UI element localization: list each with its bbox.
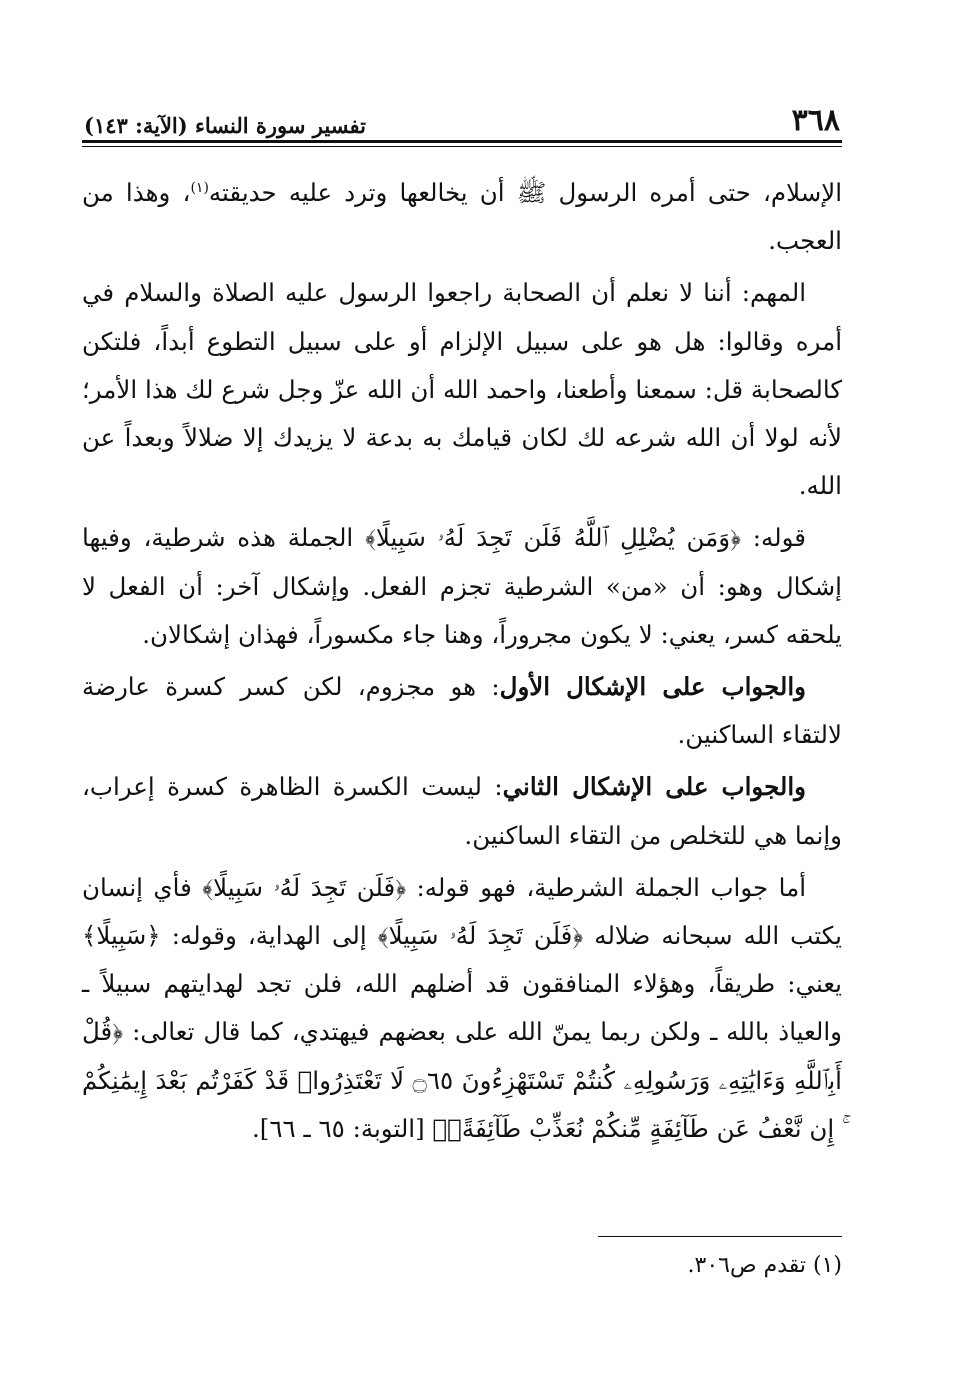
quran-quote: ﴿وَمَن يُضْلِلِ ٱللَّهُ فَلَن تَجِدَ لَهُۥ سَبِيلًا﴾ (365, 523, 741, 553)
p6-text-a: أما جواب الجملة الشرطية، فهو قوله: (406, 872, 806, 902)
running-title: تفسير سورة النساء (الآية: ١٤٣) (84, 113, 366, 138)
quran-quote: ﴿فَلَن تَجِدَ لَهُۥ سَبِيلًا﴾ (377, 921, 584, 951)
quran-quote: ﴿فَلَن تَجِدَ لَهُۥ سَبِيلًا﴾ (202, 872, 407, 902)
answer-first-heading: والجواب على الإشكال الأول (499, 672, 806, 702)
p6-text-b: فأي إنسان يكتب الله سبحانه ضلاله (82, 872, 842, 951)
footnote-marker: (١) (190, 179, 209, 196)
p3-text-a: قوله: (740, 523, 806, 553)
p4-text: : هو مجزوم، لكن كسر كسرة عارضة لالتقاء الساكنين. (82, 672, 842, 750)
main-text (82, 169, 842, 1153)
quran-quote: ﴿سَبِيلًا﴾ (82, 921, 161, 951)
p3-text-b: الجملة هذه شرطية، وفيها إشكال وهو: أن «من» الشرطية تجزم الفعل. وإشكال آخر: أن الفعل لا يلحقه كسر، يعني: لا يكون مجروراً، وهنا جاء مكسوراً، فهذان إشكالان. (82, 523, 842, 649)
paragraph-2: المهم: أننا لا نعلم أن الصحابة راجعوا الرسول عليه الصلاة والسلام في أمره وقالوا: هل هو على سبيل الإلزام أو على سبيل التطوع أبداً، فلتكن كالصحابة قل: سمعنا وأطعنا، واحمد الله أن الله عزّ وجل شرع لك هذا الأمر؛ لأنه لولا أن الله شرعه لك لكان قيامك به بدعة لا يزيدك إلا ضلالاً وبعداً عن الله. (82, 278, 842, 501)
page (82, 92, 842, 1157)
p6-text-d: يعني: طريقاً، وهؤلاء المنافقون قد أضلهم الله، فلن تجد لهدايتهم سبيلاً ـ والعياذ بالله ـ ولكن ربما يمنّ الله على بعضهم فيهتدي، كما قال تعالى: (82, 969, 842, 1047)
p1-text-a: الإسلام، حتى أمره الرسول ﷺ أن يخالعها وترد عليه حديقته (208, 178, 842, 207)
paragraph-4 (82, 663, 842, 759)
p6-text-e: [التوبة: ٦٥ ـ ٦٦]. (252, 1113, 433, 1143)
paragraph-3 (82, 514, 842, 659)
answer-second-heading: والجواب على الإشكال الثاني (502, 772, 806, 802)
footnote-separator (598, 1236, 842, 1237)
paragraph-5 (82, 763, 842, 859)
header-rule-thin (82, 146, 842, 147)
page-number: ٣٦٨ (791, 103, 840, 138)
quran-quote: ﴿قُلْ أَبِٱللَّهِ وَءَايَٰتِهِۦ وَرَسُولِهِۦ كُنتُمْ تَسْتَهْزِءُونَ ۝٦٥ لَا تَعْتَذِرُوا۟ قَدْ كَفَرْتُم بَعْدَ إِيمَٰنِكُمْ ۚ إِن نَّعْفُ عَن طَآئِفَةٍ مِّنكُمْ نُعَذِّبْ طَآئِفَةًۢ﴾ (82, 1017, 842, 1143)
p6-text-c: إلى الهداية، وقوله: (160, 921, 378, 951)
paragraph-1 (82, 169, 842, 265)
footnote: (١) تقدم ص٣٠٦. (687, 1253, 842, 1278)
paragraph-6 (82, 864, 842, 1153)
header-rule-thick (82, 140, 842, 143)
p1-text-b: ، وهذا من العجب. (82, 178, 842, 256)
page-header (82, 92, 842, 136)
p5-text: : ليست الكسرة الظاهرة كسرة إعراب، وإنما هي للتخلص من التقاء الساكنين. (82, 772, 842, 850)
